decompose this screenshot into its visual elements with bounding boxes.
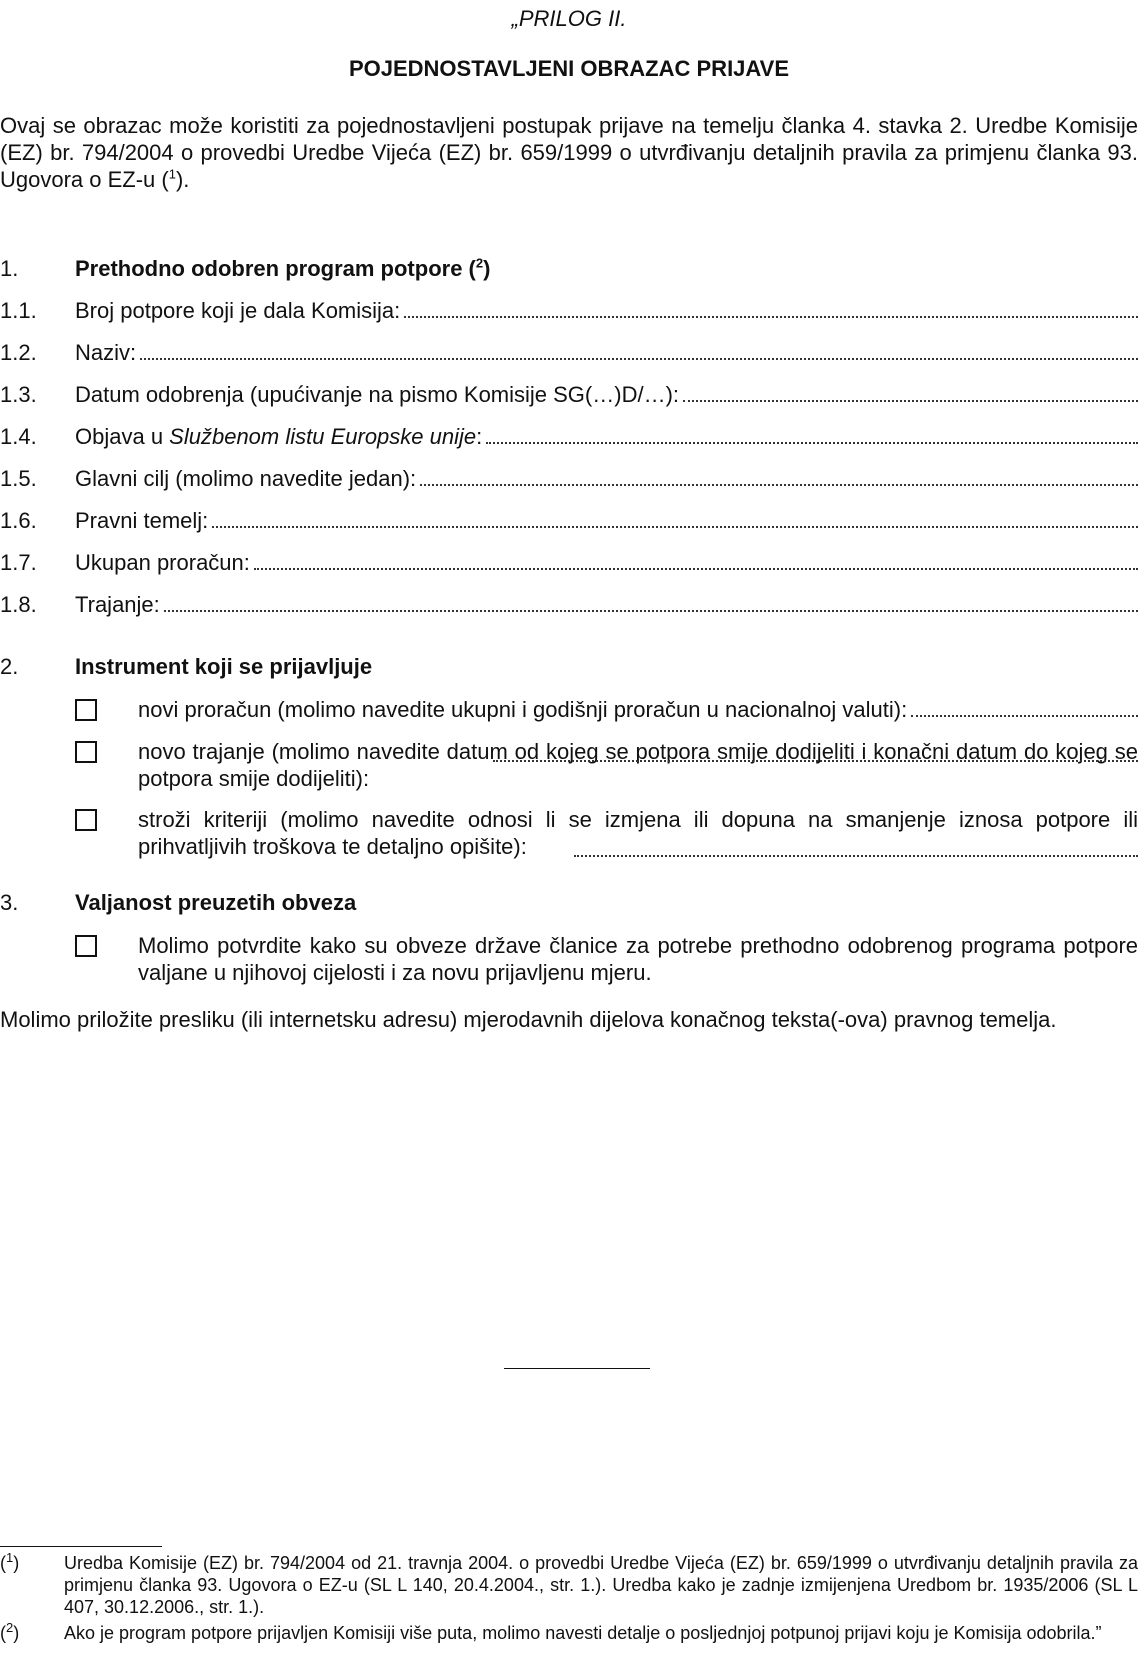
section-1-footnote-ref[interactable]: 2 — [475, 255, 484, 271]
field-1-3 — [0, 382, 1138, 410]
intro-paragraph — [0, 112, 1138, 193]
field-1-2 — [0, 340, 1138, 368]
intro-tail: ). — [175, 167, 190, 192]
footnote-number: ($^1$) — [0, 1550, 20, 1573]
checkbox[interactable] — [75, 741, 97, 763]
field-label — [75, 424, 482, 450]
fill-in-line[interactable] — [254, 567, 1138, 570]
fill-in-line[interactable] — [574, 854, 1138, 857]
fill-in-line[interactable] — [911, 714, 1138, 717]
section-3-number: 3. — [0, 890, 19, 915]
checkbox[interactable] — [75, 935, 97, 957]
fill-in-line[interactable] — [683, 399, 1138, 402]
field-1-6 — [0, 508, 1138, 536]
section-3-title: Valjanost preuzetih obveza — [75, 890, 357, 915]
field-number: 1.3. — [0, 382, 37, 407]
field-number: 1.8. — [0, 592, 37, 617]
field-1-7 — [0, 550, 1138, 578]
closing-note: Molimo priložite presliku (ili internetsku adresu) mjerodavnih dijelova konačnog teksta(-ova) pravnog temelja. — [0, 1007, 1057, 1032]
field-label: Broj potpore koji je dala Komisija: — [75, 298, 401, 323]
intro-footnote-ref[interactable]: 1 — [168, 166, 176, 182]
end-separator — [504, 1368, 650, 1369]
footnote-text: Ako je program potpore prijavljen Komisiji više puta, molimo navesti detalje o posljednjoj potpunoj prijavi koju je Komisija odobrila.” — [64, 1623, 1102, 1643]
field-number: 1.2. — [0, 340, 37, 365]
section-1-title — [75, 256, 490, 282]
footnote-number: ($^2$) — [0, 1620, 20, 1643]
fill-in-line[interactable] — [140, 357, 1138, 360]
field-label-suffix: : — [476, 424, 483, 449]
form-title: POJEDNOSTAVLJENI OBRAZAC PRIJAVE — [348, 56, 790, 81]
section-2-number: 2. — [0, 654, 19, 679]
field-1-4 — [0, 424, 1138, 452]
footnote-text: Uredba Komisije (EZ) br. 794/2004 od 21. travnja 2004. o provedbi Uredbe Vijeća (EZ) br. 659/1999 o utvrđivanju detaljnih pravila za primjenu članka 93. Ugovora o EZ-u (SL L 140, 20.4.2004., str. 1.). Uredba kako je zadnje izmijenjena Uredbom br. 1935/2006 (SL L 407, 30.12.2006., str. 1.). — [64, 1553, 1138, 1617]
option-label: Molimo potvrdite kako su obveze države članice za potrebe prethodno odobrenog programa potpore valjane u njihovoj cijelosti i za novu prijavljenu mjeru. — [138, 933, 1138, 985]
fill-in-line[interactable] — [404, 315, 1138, 318]
field-label: Datum odobrenja (upućivanje na pismo Komisije SG(…)D/…): — [75, 382, 680, 407]
field-number: 1.7. — [0, 550, 37, 575]
field-number: 1.6. — [0, 508, 37, 533]
checkbox[interactable] — [75, 699, 97, 721]
section-2-title: Instrument koji se prijavljuje — [75, 654, 373, 679]
checkbox[interactable] — [75, 809, 97, 831]
field-number: 1.1. — [0, 298, 37, 323]
field-label: Glavni cilj (molimo navedite jedan): — [75, 466, 417, 491]
option-label: novi proračun (molimo navedite ukupni i godišnji proračun u nacionalnoj valuti): — [138, 697, 908, 722]
fill-in-line[interactable] — [164, 609, 1138, 612]
field-label: Pravni temelj: — [75, 508, 209, 533]
field-1-1 — [0, 298, 1138, 326]
field-label-prefix: Objava u — [75, 424, 170, 449]
field-1-8 — [0, 592, 1138, 620]
intro-text: Ovaj se obrazac može koristiti za pojednostavljeni postupak prijave na temelju članka 4. stavka 2. Uredbe Komisije (EZ) br. 794/2004 o provedbi Uredbe Vijeća (EZ) br. 659/1999 o utvrđivanju detaljnih pravila za primjenu članka 93. Ugovora o EZ-u ( — [0, 113, 1138, 192]
field-label: Naziv: — [75, 340, 137, 365]
fill-in-line[interactable] — [486, 441, 1138, 444]
option-label: stroži kriteriji (molimo navedite odnosi li se izmjena ili dopuna na smanjenje iznosa potpore ili prihvatljivih troškova te detaljno opišite): — [138, 807, 1138, 859]
field-label: Trajanje: — [75, 592, 160, 617]
field-number: 1.5. — [0, 466, 37, 491]
section-1-number: 1. — [0, 256, 19, 281]
footnote-separator — [0, 1546, 162, 1547]
fill-in-line[interactable] — [493, 759, 1138, 762]
section-1-title-text: Prethodno odobren program potpore ( — [75, 256, 476, 281]
fill-in-line[interactable] — [420, 483, 1138, 486]
fill-in-line[interactable] — [212, 525, 1138, 528]
field-1-5 — [0, 466, 1138, 494]
field-number: 1.4. — [0, 424, 37, 449]
annex-title: „PRILOG II. — [511, 6, 627, 31]
field-label-journal: Službenom listu Europske unije — [169, 424, 477, 449]
section-1-title-tail: ) — [483, 256, 491, 281]
field-label: Ukupan proračun: — [75, 550, 250, 575]
option-label: novo trajanje (molimo navedite datum od kojeg se potpora smije dodijeliti i konačni datum do kojeg se potpora smije dodijeliti): — [138, 739, 1138, 791]
